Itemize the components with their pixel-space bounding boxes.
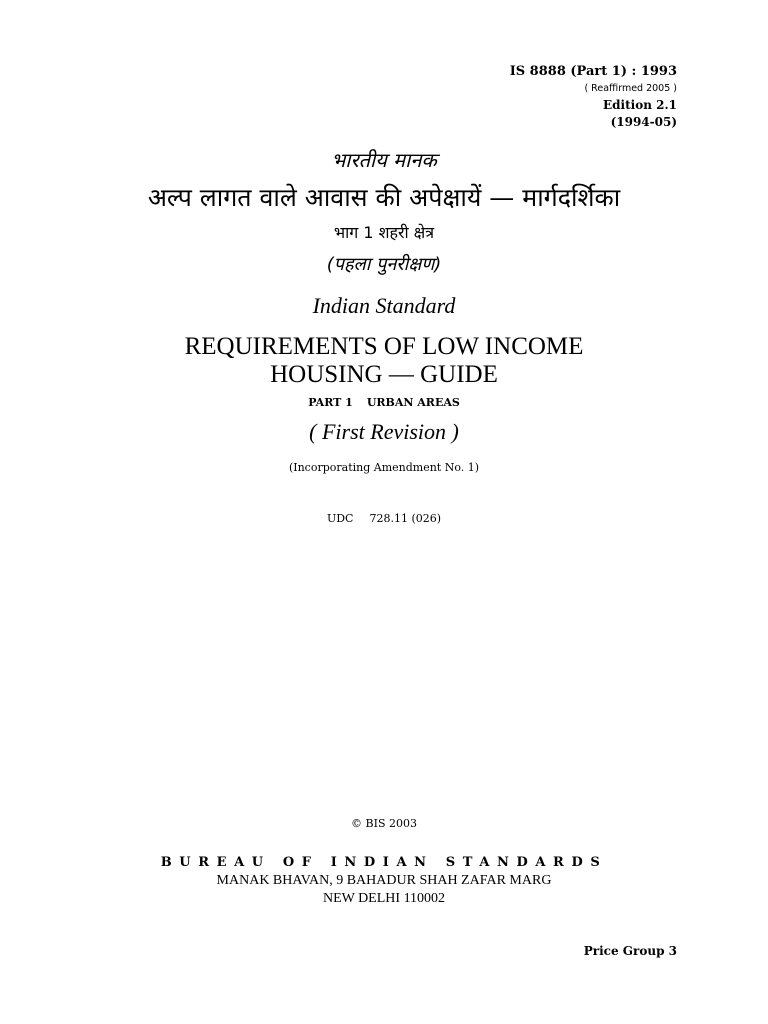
english-standard-label: Indian Standard bbox=[312, 293, 456, 318]
standard-number: IS 8888 (Part 1) : 1993 bbox=[509, 64, 677, 79]
part-number: PART 1 bbox=[308, 396, 353, 409]
price-group: Price Group 3 bbox=[583, 944, 677, 958]
english-revision: ( First Revision ) bbox=[309, 419, 459, 444]
address-line-2: NEW DELHI 110002 bbox=[322, 891, 446, 906]
english-title-line-1: REQUIREMENTS OF LOW INCOME bbox=[184, 333, 584, 360]
amendment-note: (Incorporating Amendment No. 1) bbox=[288, 461, 480, 474]
document-header bbox=[510, 63, 677, 131]
english-title bbox=[0, 333, 768, 389]
edition: Edition 2.1 bbox=[603, 98, 677, 112]
address-line-1: MANAK BHAVAN, 9 BAHADUR SHAH ZAFAR MARG bbox=[216, 873, 552, 888]
part-name: URBAN AREAS bbox=[366, 396, 460, 409]
english-title-line-2: HOUSING — GUIDE bbox=[270, 361, 498, 388]
copyright: © BIS 2003 bbox=[351, 817, 417, 830]
publisher-name: BUREAU OF INDIAN STANDARDS bbox=[160, 855, 608, 870]
hindi-revision: (पहला पुनरीक्षण) bbox=[326, 254, 442, 275]
udc-classification bbox=[0, 512, 768, 525]
udc-value: 728.11 (026) bbox=[369, 512, 442, 525]
publisher-address bbox=[0, 872, 768, 908]
hindi-standard-label: भारतीय मानक bbox=[331, 148, 437, 172]
english-part bbox=[0, 396, 768, 409]
hindi-title: अल्प लागत वाले आवास की अपेक्षायें — मार्गदर्शिका bbox=[147, 183, 621, 212]
edition-date: (1994-05) bbox=[610, 115, 677, 129]
reaffirmed-note: ( Reaffirmed 2005 ) bbox=[584, 83, 677, 94]
hindi-part: भाग 1 शहरी क्षेत्र bbox=[333, 223, 435, 242]
udc-label: UDC bbox=[326, 512, 354, 525]
